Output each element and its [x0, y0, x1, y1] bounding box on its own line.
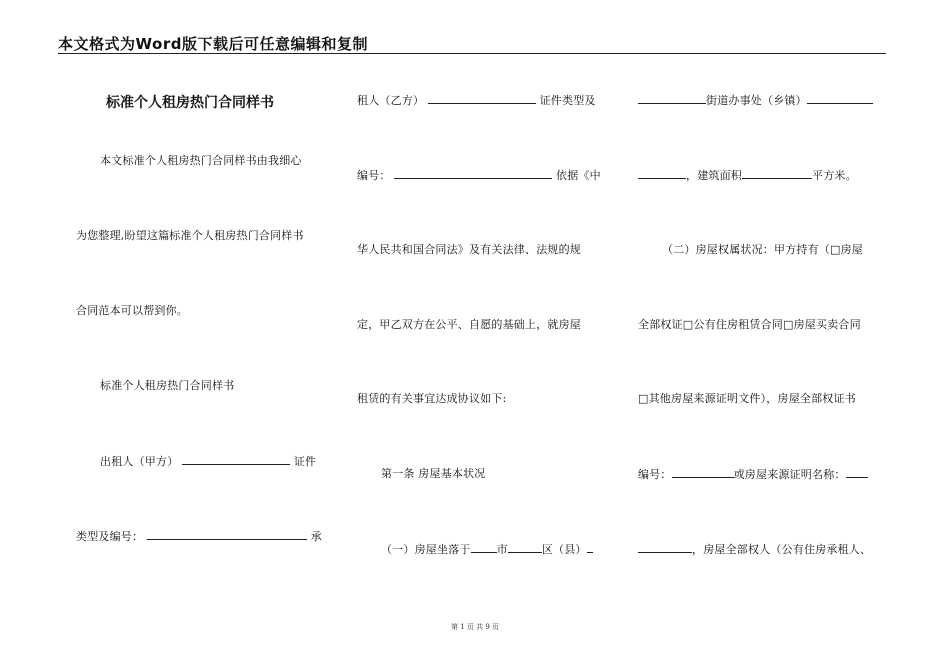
- paragraph-line: [357, 168, 601, 183]
- page-number: 第 1 页 共 9 页: [450, 623, 500, 631]
- fill-blank: [471, 542, 497, 553]
- paragraph-line: [381, 542, 593, 557]
- line-text: 证件类型及: [539, 94, 596, 107]
- fill-blank: [428, 93, 536, 104]
- paragraph-line: [76, 529, 322, 544]
- line-text: 依据《中: [556, 169, 601, 182]
- line-text: 平方米。: [812, 169, 857, 182]
- line-text: 承: [310, 530, 322, 543]
- fill-blank: [672, 467, 734, 478]
- fill-blank: [807, 93, 873, 104]
- line-text: ，建筑面积: [686, 169, 742, 182]
- paragraph-line: [638, 168, 857, 183]
- paragraph-line: 标准个人租房热门合同样书: [100, 379, 235, 392]
- document-title: 标准个人租房热门合同样书: [106, 95, 274, 111]
- fill-blank: [147, 529, 307, 540]
- paragraph-line: [638, 542, 871, 557]
- line-text: 区（县）: [541, 543, 587, 556]
- text-column-1: [76, 0, 326, 620]
- page-header-title: 本文格式为Word版下载后可任意编辑和复制: [58, 35, 368, 53]
- line-text: 证件: [293, 455, 317, 468]
- line-text: 租人（乙方）: [357, 94, 425, 107]
- paragraph-line: [638, 467, 868, 482]
- line-text: 类型及编号：: [76, 530, 144, 543]
- text-column-3: [638, 0, 888, 620]
- line-text: 街道办事处（乡镇）: [706, 94, 807, 107]
- paragraph-line: 合同范本可以帮到你。: [76, 304, 188, 317]
- line-text: 市: [496, 543, 508, 556]
- paragraph-line: [100, 454, 316, 469]
- fill-blank: [846, 467, 868, 478]
- paragraph-line: □其他房屋来源证明文件），房屋全部权证书: [638, 392, 856, 405]
- paragraph-line: 为您整理,盼望这篇标准个人租房热门合同样书: [76, 229, 304, 242]
- fill-blank: [638, 542, 692, 553]
- line-text: 或房屋来源证明名称：: [733, 468, 846, 481]
- fill-blank: [394, 168, 552, 179]
- fill-blank: [587, 542, 593, 553]
- paragraph-line: 租赁的有关事宜达成协议如下:: [357, 392, 507, 405]
- paragraph-line: 华人民共和国合同法》及有关法律、法规的规: [357, 243, 581, 256]
- paragraph-line: [357, 93, 596, 108]
- line-text: 编号：: [638, 468, 672, 481]
- fill-blank: [638, 168, 686, 179]
- paragraph-line: [638, 93, 873, 108]
- paragraph-line: 本文标准个人租房热门合同样书由我细心: [100, 154, 302, 167]
- paragraph-line: 定，甲乙双方在公平、自愿的基础上，就房屋: [357, 318, 581, 331]
- line-text: 出租人（甲方）: [100, 455, 179, 468]
- line-text: 编号：: [357, 169, 391, 182]
- paragraph-line: 全部权证□公有住房租赁合同□房屋买卖合同: [638, 318, 861, 331]
- text-column-2: [357, 0, 607, 620]
- line-text: ，房屋全部权人（公有住房承租人、: [692, 543, 872, 556]
- fill-blank: [508, 542, 542, 553]
- section-heading: 第一条 房屋基本状况: [381, 467, 486, 480]
- paragraph-line: （二）房屋权属状况：甲方持有（□房屋: [662, 243, 863, 256]
- fill-blank: [182, 454, 290, 465]
- line-text: （一）房屋坐落于: [381, 543, 471, 556]
- fill-blank: [638, 93, 706, 104]
- fill-blank: [742, 168, 812, 179]
